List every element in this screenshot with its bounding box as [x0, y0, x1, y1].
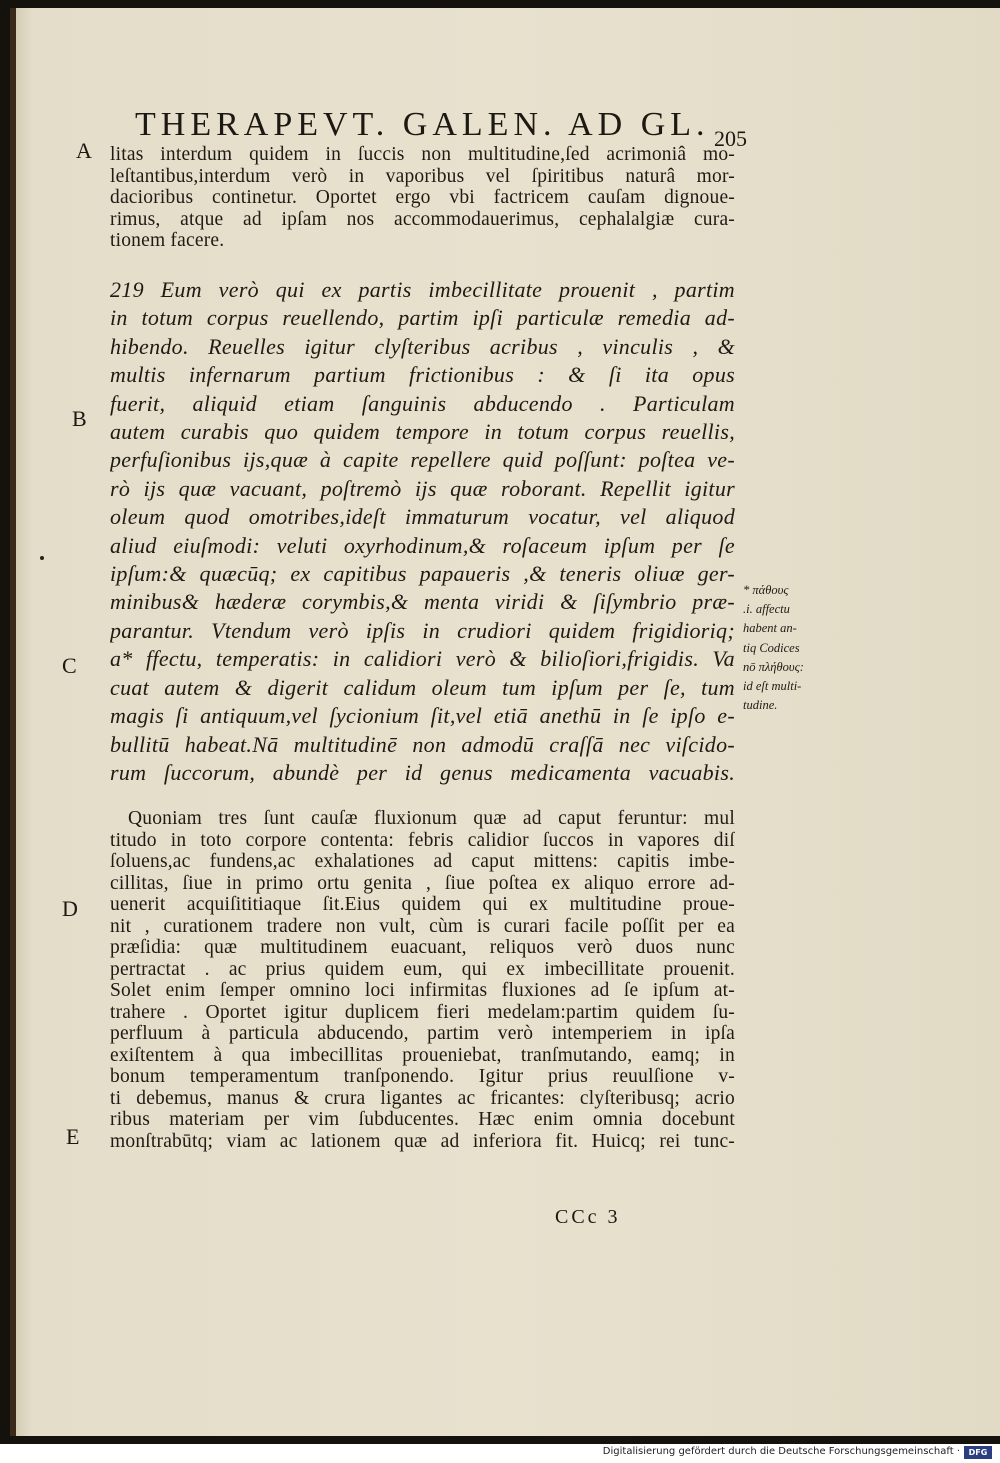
text-line: Solet enim ſemper omnino loci infirmitas fluxiones ad ſe ipſum at-: [110, 980, 735, 1001]
text-line: oleum quod omotribes,ideſt immaturum vocatur, vel aliquod: [110, 504, 735, 530]
text-line: ribus materiam per vim ſubducentes. Hæc enim omnia docebunt: [110, 1109, 735, 1130]
text-line: bonum temperamentum tranſponendo. Igitur prius reuulſione v-: [110, 1066, 735, 1087]
marginal-line: .i. affectu: [743, 602, 790, 617]
marginal-line: nō πλήθους:: [743, 659, 804, 674]
text-line: perfluum à particula abducendo, partim verò intemperiem in ipſa: [110, 1023, 735, 1044]
text-line: Quoniam tres ſunt cauſæ fluxionum quæ ad caput feruntur: mul: [128, 808, 735, 829]
text-line: minibus& hæderæ corymbis,& menta viridi & ſiſymbrio præ-: [110, 589, 735, 615]
text-line: dacioribus continetur. Oportet ergo vbi factricem cauſam dignoue-: [110, 187, 735, 208]
text-line: litas interdum quidem in ſuccis non multitudine,ſed acrimoniâ mo-: [110, 144, 735, 165]
ink-speck: [40, 556, 44, 560]
page-binding-edge: [10, 8, 16, 1436]
text-line: hibendo. Reuelles igitur clyſteribus acribus , vinculis , &: [110, 333, 735, 359]
footer-bar: [0, 1444, 1000, 1463]
signature-mark: CCc 3: [555, 1206, 621, 1228]
text-line: tionem facere.: [110, 230, 225, 251]
text-line: multis infernarum partium frictionibus : & ſi ita opus: [110, 362, 735, 388]
text-line: bullitū habeat.Nā multitudinē non admodū craſſā nec viſcido-: [110, 731, 735, 757]
text-line: cillitas, ſiue in primo ortu genita , ſiue poſtea ex aliquo errore ad-: [110, 872, 735, 894]
text-line: fuerit, aliquid etiam ſanguinis abducendo . Particulam: [110, 390, 735, 416]
text-line: parantur. Vtendum verò ipſis in crudiori quidem frigidioriq;: [110, 617, 735, 643]
text-line: a* ffectu, temperatis: in calidiori verò & bilioſiori,frigidis. Va: [110, 646, 735, 672]
text-line: monſtrabūtq; viam ac lationem quæ ad inferiora fit. Huicq; rei tunc-: [110, 1130, 735, 1152]
text-line: ſoluens,ac fundens,ac exhalationes ad caput mittens: capitis imbe-: [110, 851, 735, 872]
paragraph-2-commentary: [110, 276, 735, 787]
text-line: uenerit acquiſititiaque ſit.Eius quidem qui ex multitudine proue-: [110, 894, 735, 915]
text-line: rò ijs quæ vacuant, poſtremò ijs quæ roborant. Repellit igitur: [110, 475, 735, 501]
running-head: THERAPEVT. GALEN. AD GL.: [135, 106, 710, 143]
text-line: ipſum:& quæcūq; ex capitibus papaueris ,& teneris oliuæ ger-: [110, 561, 735, 587]
text-line: rum ſuccorum, abundè per id genus medicamenta vacuabis.: [110, 759, 735, 785]
page-number: 205: [714, 126, 747, 151]
paragraph-3: [110, 808, 735, 1152]
section-letter-c: C: [62, 653, 77, 678]
text-line: leſtantibus,interdum verò in vaporibus vel ſpiritibus naturâ mor-: [110, 165, 735, 187]
section-letter-e: E: [66, 1124, 80, 1149]
text-line: magis ſi antiquum,vel ſycionium ſit,vel etiā anethū in ſe ipſo e-: [110, 703, 735, 729]
text-line: 219 Eum verò qui ex partis imbecillitate prouenit , partim: [110, 277, 735, 302]
text-line: cuat autem & digerit calidum oleum tum ipſum per ſe, tum: [110, 674, 735, 700]
section-letter-d: D: [62, 896, 78, 921]
text-line: perfuſionibus ijs,quæ à capite repellere quid poſſunt: poſtea ve-: [110, 447, 735, 473]
text-line: pertractat . ac prius quidem eum, qui ex imbecillitate prouenit.: [110, 958, 735, 980]
marginal-line: tudine.: [743, 698, 778, 713]
text-line: præſidia: quæ multitudinem euacuant, reliquos verò duos nunc: [110, 937, 735, 958]
text-line: titudo in toto corpore contenta: febris calidior ſuccos in vapores diſ: [110, 829, 735, 851]
text-line: trahere . Oportet igitur duplicem fieri medelam:partim quidem ſu-: [110, 1001, 735, 1023]
marginal-note: [743, 581, 833, 715]
marginal-line: id eſt multi-: [743, 679, 802, 694]
text-line: nit , curationem tradere non vult, cùm is curari facile poſſit per ea: [110, 915, 735, 937]
text-line: rimus, atque ad ipſam nos accommodauerimus, cephalalgiæ cura-: [110, 208, 735, 230]
paragraph-1: [110, 144, 735, 252]
text-line: exiſtentem à qua imbecillitas proueniebat, tranſmutando, eamq; in: [110, 1044, 735, 1066]
text-line: aliud eiuſmodi: veluti oxyrhodinum,& roſaceum ipſum per ſe: [110, 532, 735, 558]
marginal-line: habent an-: [743, 621, 797, 636]
section-letter-a: A: [76, 138, 92, 163]
marginal-line: * πάθους: [743, 583, 789, 597]
text-line: in totum corpus reuellendo, partim ipſi particulæ remedia ad-: [110, 305, 735, 331]
text-line: autem curabis quo quidem tempore in totum corpus reuellis,: [110, 419, 735, 445]
section-letter-b: B: [72, 406, 87, 431]
text-line: ti debemus, manus & crura ligantes ac fricantes: clyſteribusq; acrio: [110, 1087, 735, 1109]
funding-credit: Digitalisierung gefördert durch die Deutsche Forschungsgemeinschaft ·: [602, 1446, 960, 1457]
book-page: [10, 8, 1000, 1436]
dfg-logo-icon: DFG: [964, 1446, 992, 1459]
marginal-line: tiq Codices: [743, 640, 800, 655]
